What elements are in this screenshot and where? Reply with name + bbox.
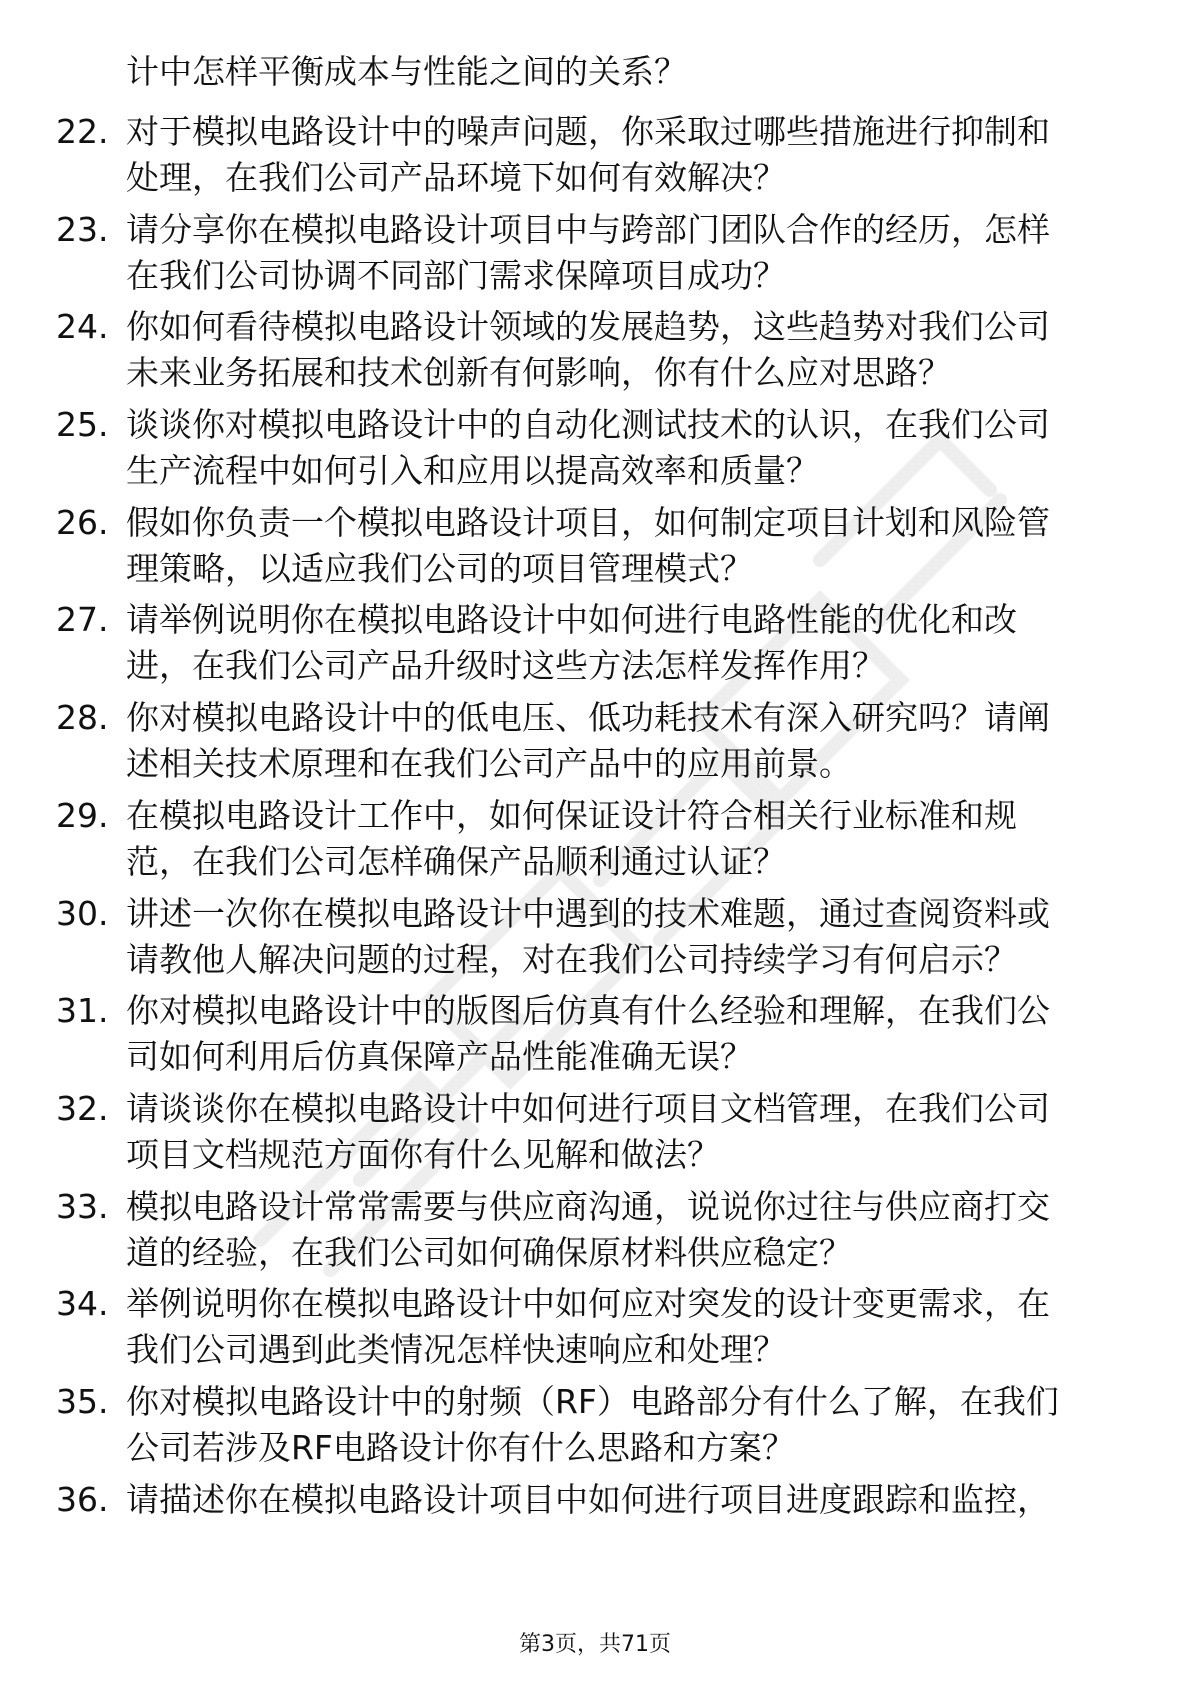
question-list [0,108,1190,1573]
question-item [0,987,1190,1085]
question-text-line-1: 你对模拟电路设计中的射频（RF）电路部分有什么了解，在我们 [126,1381,1059,1421]
question-item [0,108,1190,206]
question-text-line-2: 述相关技术原理和在我们公司产品中的应用前景。 [126,744,852,784]
question-text-line-2: 在我们公司协调不同部门需求保障项目成功？ [126,255,786,295]
question-text-line-1: 模拟电路设计常常需要与供应商沟通，说说你过往与供应商打交 [126,1186,1050,1226]
question-item [0,1280,1190,1378]
question-text-line-2: 公司若涉及RF电路设计你有什么思路和方案？ [126,1427,795,1467]
page-number-footer: 第3页，共71页 [519,1632,671,1657]
question-item [0,694,1190,792]
question-text-line-2: 理策略，以适应我们公司的项目管理模式？ [126,548,753,588]
question-text-line-2: 生产流程中如何引入和应用以提高效率和质量？ [126,451,819,491]
question-number: 33. [56,1186,109,1226]
question-text-line-2: 司如何利用后仿真保障产品性能准确无误？ [126,1037,753,1077]
continuation-text: 计中怎样平衡成本与性能之间的关系？ [126,52,687,91]
question-number: 29. [56,795,109,835]
question-text-line-2: 道的经验，在我们公司如何确保原材料供应稳定？ [126,1232,852,1272]
question-item [0,206,1190,304]
question-text-line-1: 假如你负责一个模拟电路设计项目，如何制定项目计划和风险管 [126,502,1050,542]
question-text-line-2: 未来业务拓展和技术创新有何影响，你有什么应对思路？ [126,353,951,393]
question-item [0,596,1190,694]
question-number: 23. [56,209,109,249]
question-text-line-1: 在模拟电路设计工作中，如何保证设计符合相关行业标准和规 [126,795,1017,835]
question-text-line-1: 请分享你在模拟电路设计项目中与跨部门团队合作的经历，怎样 [126,209,1050,249]
question-number: 35. [56,1381,109,1421]
question-item [0,890,1190,988]
question-number: 32. [56,1088,109,1128]
question-text-line-2: 我们公司遇到此类情况怎样快速响应和处理？ [126,1330,786,1370]
question-number: 30. [56,893,109,933]
question-number: 27. [56,600,109,640]
question-item [0,401,1190,499]
question-text-line-1: 请描述你在模拟电路设计项目中如何进行项目进度跟踪和监控， [126,1479,1050,1519]
question-number: 28. [56,698,109,738]
question-item [0,1476,1190,1574]
question-text-line-1: 你对模拟电路设计中的版图后仿真有什么经验和理解，在我们公 [126,991,1050,1031]
question-text-line-2: 处理，在我们公司产品环境下如何有效解决？ [126,158,786,197]
question-number: 24. [56,307,109,347]
question-item [0,1085,1190,1183]
question-text-line-1: 你如何看待模拟电路设计领域的发展趋势，这些趋势对我们公司 [126,307,1050,347]
question-number: 25. [56,405,109,445]
question-number: 34. [56,1284,109,1324]
question-text-line-1: 请谈谈你在模拟电路设计中如何进行项目文档管理，在我们公司 [126,1088,1050,1128]
question-item [0,499,1190,597]
question-item [0,1378,1190,1476]
question-number: 36. [56,1479,109,1519]
question-item [0,792,1190,890]
question-text-line-1: 请举例说明你在模拟电路设计中如何进行电路性能的优化和改 [126,600,1017,640]
question-number: 31. [56,991,109,1031]
question-text-line-2: 进，在我们公司产品升级时这些方法怎样发挥作用？ [126,646,885,686]
question-text-line-1: 讲述一次你在模拟电路设计中遇到的技术难题，通过查阅资料或 [126,893,1050,933]
question-text-line-2: 范，在我们公司怎样确保产品顺利通过认证？ [126,841,786,881]
question-text-line-1: 你对模拟电路设计中的低电压、低功耗技术有深入研究吗？请阐 [126,698,1050,738]
question-text-line-1: 举例说明你在模拟电路设计中如何应对突发的设计变更需求，在 [126,1284,1050,1324]
question-text-line-2: 请教他人解决问题的过程，对在我们公司持续学习有何启示？ [126,939,1017,979]
question-text-line-1: 对于模拟电路设计中的噪声问题，你采取过哪些措施进行抑制和 [126,112,1050,151]
question-text-line-2: 项目文档规范方面你有什么见解和做法？ [126,1134,720,1174]
question-item [0,1183,1190,1281]
question-number: 26. [56,502,109,542]
question-item [0,303,1190,401]
question-text-line-1: 谈谈你对模拟电路设计中的自动化测试技术的认识，在我们公司 [126,405,1050,445]
question-number: 22. [56,112,109,151]
